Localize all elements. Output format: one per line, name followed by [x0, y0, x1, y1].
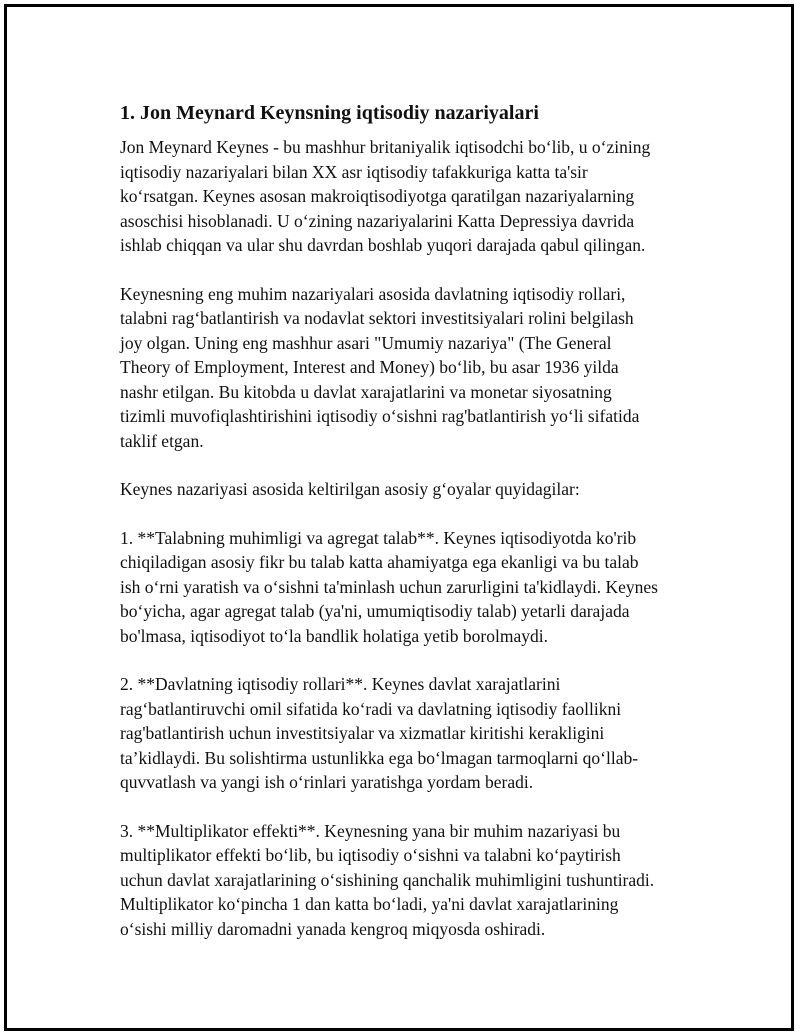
paragraph-main-theories: Keynesning eng muhim nazariyalari asosida davlatning iqtisodiy rollari, talabni rag‘batlantirish va nodavlat sektori investitsiyalari rolini belgilash joy olgan. Uning eng mashhur asari "Umumiy nazariya" (The General Theory of Employment, Interest and Money) bo‘lib, bu asar 1936 yilda nashr etilgan. Bu kitobda u davlat xarajatlarini va monetar siyosatning tizimli muvofiqlashtirishini iqtisodiy o‘sishni rag'batlantirish yo‘li sifatida taklif etgan. [120, 283, 640, 451]
paragraph-key-ideas-intro: Keynes nazariyasi asosida keltirilgan asosiy g‘oyalar quyidagilar: [120, 479, 580, 499]
document-title: 1. Jon Meynard Keynsning iqtisodiy nazariyalari [120, 102, 539, 124]
paragraph-point-3: 3. **Multiplikator effekti**. Keynesning yana bir muhim nazariyasi bu multiplikator effekti bo‘lib, bu iqtisodiy o‘sishni va talabni ko‘paytirish uchun davlat xarajatlarining o‘sishining qanchalik muhimligini tushuntiradi. Multiplikator ko‘pincha 1 dan katta bo‘ladi, ya'ni davlat xarajatlarining o‘sishi milliy daromadni yanada kengroq miqyosda oshiradi. [120, 820, 655, 939]
page-frame [4, 4, 794, 1031]
paragraph-intro: Jon Meynard Keynes - bu mashhur britaniyalik iqtisodchi bo‘lib, u o‘zining iqtisodiy nazariyalari bilan XX asr iqtisodiy tafakkuriga katta ta'sir ko‘rsatgan. Keynes asosan makroiqtisodiyotga qaratilgan nazariyalarning asoschisi hisoblanadi. U o‘zining nazariyalarini Katta Depressiya davrida ishlab chiqqan va ular shu davrdan boshlab yuqori darajada qabul qilingan. [120, 137, 651, 255]
paragraph-point-2: 2. **Davlatning iqtisodiy rollari**. Keynes davlat xarajatlarini rag‘batlantiruvchi omil sifatida ko‘radi va davlatning iqtisodiy faollikni rag'batlantirish uchun investitsiyalar va xizmatlar kiritishi kerakligini ta’kidlaydi. Bu solishtirma ustunlikka ega bo‘lmagan tarmoqlarni qo‘llab- quvvatlash va yangi ish o‘rinlari yaratishga yordam beradi. [120, 674, 639, 792]
document-body [120, 100, 700, 965]
paragraph-point-1: 1. **Talabning muhimligi va agregat talab**. Keynes iqtisodiyotda ko'rib chiqiladigan asosiy fikr bu talab katta ahamiyatga ega ekanligi va bu talab ish o‘rni yaratish va o‘sishni ta'minlash uchun zarurligini ta'kidlaydi. Keynes bo‘yicha, agar agregat talab (ya'ni, umumiqtisodiy talab) yetarli darajada bo'lmasa, iqtisodiyot to‘la bandlik holatiga yetib borolmaydi. [120, 527, 658, 646]
